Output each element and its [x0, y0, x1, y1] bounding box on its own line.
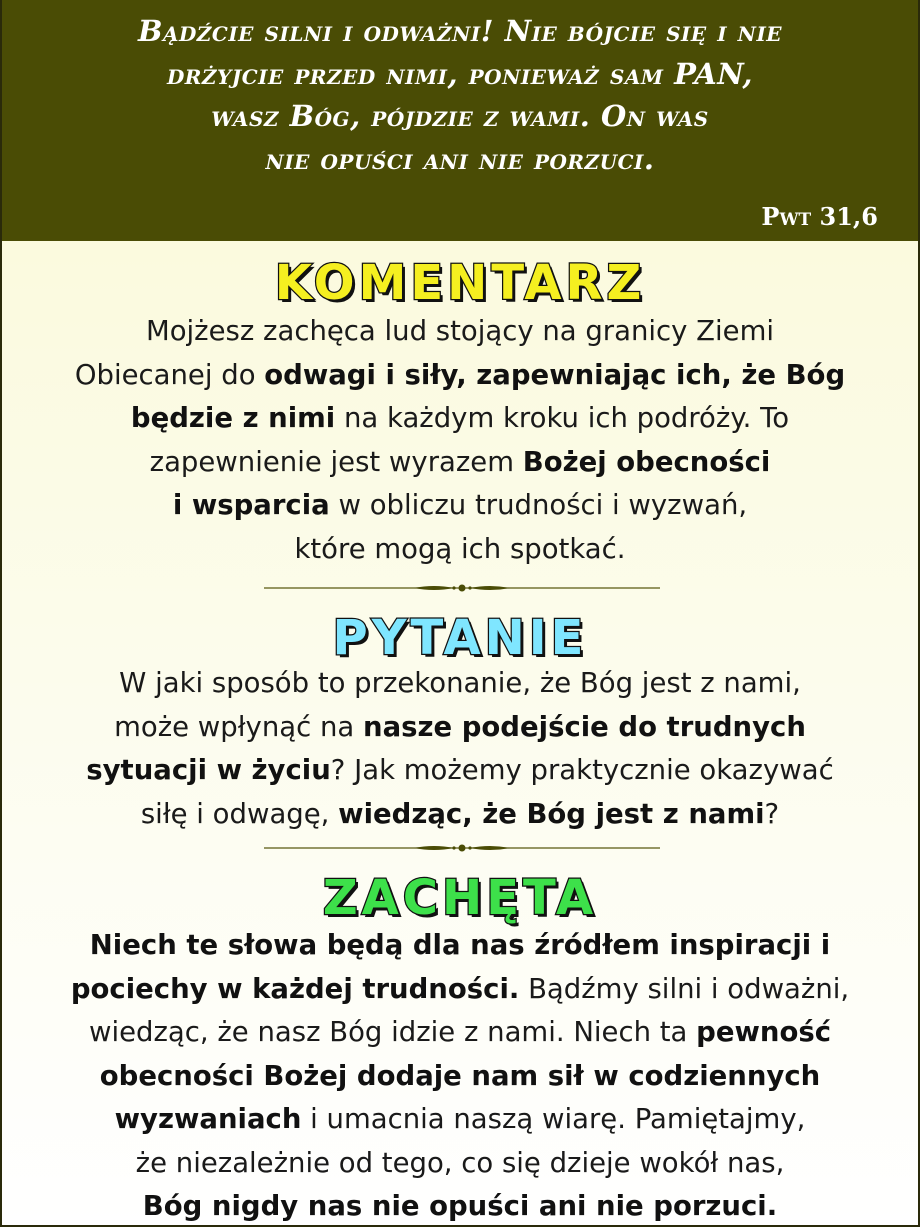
bold-text-run: wiedząc, że Bóg jest z nami	[338, 797, 765, 830]
text-line	[10, 924, 910, 968]
text-line	[10, 1055, 910, 1099]
bold-text-run: odwagi i siły, zapewniając ich, że Bóg	[264, 358, 846, 391]
bold-text-run: Bóg nigdy nas nie opuści ani nie porzuci.	[142, 1190, 778, 1222]
text-run: i umacnia naszą wiarę. Pamiętajmy,	[301, 1103, 806, 1135]
pytanie-heading: PYTANIE	[332, 610, 588, 666]
text-line	[10, 968, 910, 1012]
text-run: zapewnienie jest wyrazem	[149, 445, 523, 478]
text-run: Mojżesz zachęca lud stojący na granicy Ziemi	[145, 315, 774, 347]
text-run: W jaki sposób to przekonanie, że Bóg jest z nami,	[119, 667, 801, 699]
text-line	[22, 354, 898, 398]
verse-reference: Pwt 31,6	[761, 202, 878, 231]
text-line	[10, 1185, 910, 1229]
verse-quote	[12, 10, 908, 180]
text-line	[22, 484, 898, 528]
ornamental-divider-icon	[264, 842, 660, 854]
text-line	[22, 749, 898, 793]
text-run: ?	[764, 797, 780, 830]
text-line	[22, 528, 898, 572]
bold-text-run: wyzwaniach	[114, 1103, 302, 1135]
pytanie-text	[22, 662, 898, 836]
text-run: Bądźmy silni i odważni,	[519, 972, 850, 1005]
zacheta-heading: ZACHĘTA	[322, 870, 598, 926]
text-run: Obiecanej do	[74, 358, 265, 391]
bold-text-run: będzie z nimi	[130, 402, 336, 434]
bold-text-run: pewność	[696, 1016, 832, 1048]
komentarz-text	[22, 310, 898, 571]
verse-banner	[2, 0, 918, 241]
bold-text-run: nasze podejście do trudnych	[363, 710, 806, 743]
komentarz-heading: KOMENTARZ	[274, 255, 646, 311]
text-run: siłę i odwagę,	[140, 797, 339, 830]
text-line	[22, 441, 898, 485]
text-run: że niezależnie od tego, co się dzieje wokół nas,	[135, 1146, 785, 1179]
verse-line: drżyjcie przed nimi, ponieważ sam PAN,	[166, 56, 754, 91]
text-line	[10, 1142, 910, 1186]
verse-line: Bądźcie silni i odważni! Nie bójcie się i nie	[137, 14, 783, 48]
text-line	[22, 310, 898, 354]
verse-line: wasz Bóg, pójdzie z wami. On was	[211, 99, 709, 133]
text-line	[22, 793, 898, 837]
text-line	[10, 1011, 910, 1055]
text-run: na każdym kroku ich podróży. To	[335, 402, 790, 434]
bold-text-run: obecności Bożej dodaje nam sił w codziennych	[99, 1059, 821, 1092]
text-run: ? Jak możemy praktycznie okazywać	[330, 754, 834, 786]
text-line	[10, 1098, 910, 1142]
bold-text-run: sytuacji w życiu	[86, 754, 331, 786]
text-run: które mogą ich spotkać.	[294, 532, 626, 565]
text-line	[22, 706, 898, 750]
bold-text-run: pociechy w każdej trudności.	[70, 972, 520, 1005]
text-run: może wpłynąć na	[114, 710, 363, 743]
bold-text-run: Bożej obecności	[522, 445, 771, 478]
verse-line: nie opuści ani nie porzuci.	[265, 141, 655, 176]
ornamental-divider-icon	[264, 582, 660, 594]
text-line	[22, 397, 898, 441]
bold-text-run: Niech te słowa będą dla nas źródłem inspiracji i	[89, 929, 831, 961]
bold-text-run: i wsparcia	[172, 489, 330, 521]
zacheta-text	[10, 924, 910, 1229]
text-run: wiedząc, że nasz Bóg idzie z nami. Niech ta	[88, 1016, 697, 1048]
text-line	[22, 662, 898, 706]
text-run: w obliczu trudności i wyzwań,	[329, 489, 748, 521]
